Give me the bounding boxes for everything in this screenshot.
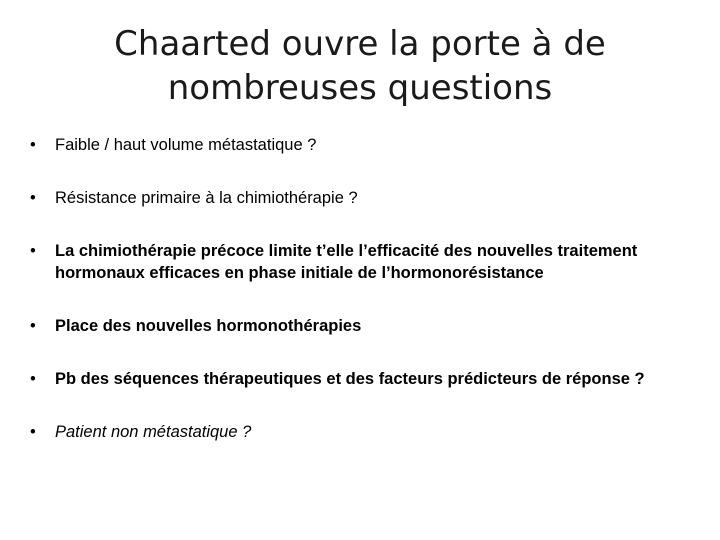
bullet-list xyxy=(30,134,670,443)
bullet-dot-icon: • xyxy=(30,189,36,207)
bullet-item xyxy=(30,368,670,390)
bullet-dot-icon: • xyxy=(30,242,36,260)
bullet-item xyxy=(30,240,670,284)
bullet-item xyxy=(30,187,670,209)
bullet-item xyxy=(30,315,670,337)
slide-title xyxy=(40,22,680,110)
bullet-item xyxy=(30,134,670,156)
bullet-dot-icon: • xyxy=(30,317,36,335)
bullet-dot-icon: • xyxy=(30,370,36,388)
bullet-text: Résistance primaire à la chimiothérapie ? xyxy=(55,189,358,207)
bullet-dot-icon: • xyxy=(30,423,36,441)
bullet-text: La chimiothérapie précoce limite t’elle l’efficacité des nouvelles traitement hormonaux efficaces en phase initiale de l’hormonorésistance xyxy=(55,242,638,282)
bullet-text: Pb des séquences thérapeutiques et des facteurs prédicteurs de réponse ? xyxy=(55,370,645,388)
bullet-item xyxy=(30,421,670,443)
bullet-dot-icon: • xyxy=(30,136,36,154)
bullet-text: Place des nouvelles hormonothérapies xyxy=(55,317,362,335)
slide-title-line-2: nombreuses questions xyxy=(167,68,553,108)
bullet-text: Faible / haut volume métastatique ? xyxy=(55,136,317,154)
bullet-text: Patient non métastatique ? xyxy=(55,423,252,441)
slide-title-line-1: Chaarted ouvre la porte à de xyxy=(114,24,606,64)
